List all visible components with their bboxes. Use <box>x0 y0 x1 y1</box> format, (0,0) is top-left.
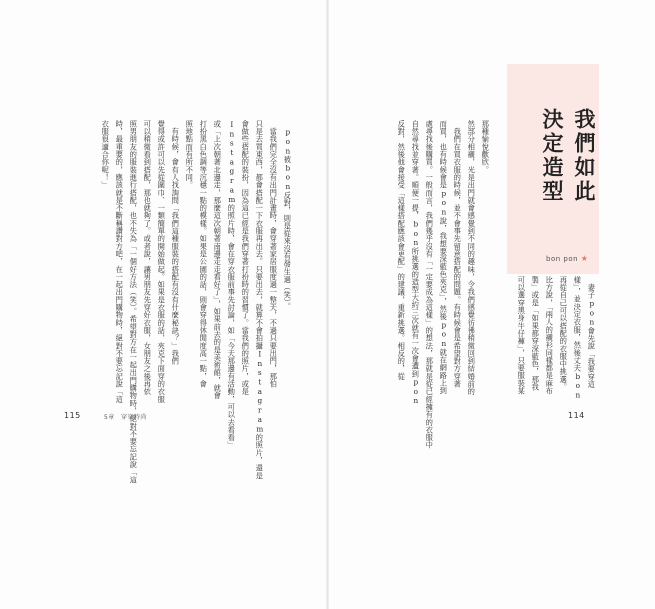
left-col-9: 有時候，會有人找詢問「我們這種服裝的搭配有沒有什麼秘訣？」我們 <box>171 120 181 365</box>
left-col-1: pon被bon反對，則是從來沒有發生過（笑）。 <box>283 120 293 311</box>
left-col-14: 衣服很適合你呢！」 <box>101 120 111 189</box>
right-page <box>328 0 655 609</box>
right-col-1: 那種愉悅歡欣。 <box>481 120 491 174</box>
right-col-3: 我們在買衣服的時候，並不會事先留意搭配的問題。有時候會是希望對方穿著 <box>453 120 463 388</box>
left-col-10: 覺得或許可以先從圍巾、一類簡單的開始做起。如果是衣服的話，夾克下面穿的衣服 <box>157 120 167 404</box>
logo-star-icon: ★ <box>580 254 589 263</box>
right-col-5: 處尋找後購買。一般而言，我們幾乎沒有「一定要成為這樣」的想法，那就是從已經擁有的衣服中 <box>425 120 435 449</box>
bonpon-logo <box>546 254 588 263</box>
section-title-line-2: 決定造型 <box>540 108 564 204</box>
right-col-4: 而買，也有時候會是pon說，我想要深藍色夾克」，然後pon就在網路上到 <box>439 120 449 395</box>
left-col-12: 照男朋友的服裝進行搭配，也不失為「一個好方法（笑）。希望對方在一起出門購物時，絕對不要忘記說「這 <box>129 120 139 484</box>
left-col-8: 照地點而有所不同。 <box>185 120 195 189</box>
left-col-7: 打扮黑白色調等沉穩一點的模樣。如果是公園的話，則會穿得休閒度高一點，會 <box>199 120 209 388</box>
book-gutter <box>326 0 329 609</box>
right-col-13: 可以選穿黑身牛仔褲」，只要服裝某 <box>517 276 527 395</box>
right-page-number: 114 <box>568 411 585 420</box>
left-col-13: 時，最重要的，應該就是不斷稱讚對方吧，在一起出門購物時，絕對不要忘記說「這 <box>115 120 125 404</box>
right-col-2: 然部分相襯，光是出門就會感覺到不同的趣味，令我們感覺彷彿稍微回到結婚前的 <box>467 120 477 396</box>
left-col-2: 當我們完全沒有出門計畫時，會穿著家居服度過一整天，不過只要出門，那怕 <box>269 120 279 388</box>
section-title-line-1: 我們如此 <box>572 108 596 204</box>
running-header: 5章 穿穿時尚 <box>104 414 147 421</box>
left-col-6: 或「上次朝著北邊走，那麼這次朝著南邊走走看好了」，如果前去的是美術館，就會 <box>213 120 223 400</box>
right-col-7: 反對，然後他會接受「這樣搭配應該會更配」的建議，重新挑選。相反的，從 <box>397 120 407 381</box>
left-page-number: 115 <box>64 411 81 420</box>
right-col-9: 樣」，並決定衣服，然後丈夫bon <box>573 276 583 400</box>
right-col-12: 製」或是「如果都穿深藍色，那我 <box>531 276 541 391</box>
right-col-8: 妻子pon會先說「我要穿這 <box>587 276 597 389</box>
right-col-11: 比方說，「兩人的襯衫同樣都是麻布 <box>545 276 555 395</box>
left-col-4: 會做些搭配的裝扮，因為這已經是我們穿著打扮時的習慣了。當我們的照片，或是 <box>241 120 251 396</box>
left-col-11: 可以稍微看到搭配，那也就夠了。或者說，讓男朋友先穿好衣服，女朋友之後再依 <box>143 120 153 396</box>
left-col-3: 只是去買東西，都會搭配一下衣服再出去。只要出去，就算不會拍攝Instagram的照片，還是 <box>255 120 265 480</box>
logo-text: bon pon <box>546 255 579 263</box>
left-col-5: Instagram的照片時，會在穿衣服前事先討論，如「今天那邊有活動，可以去看看」 <box>227 120 237 449</box>
right-col-10: 再從自己可以搭配的衣服中挑選。 <box>559 276 569 391</box>
right-col-6: 自然尋找並穿著。順便一提，bon所挑選的造型大約三次就有一次會遭到pon <box>411 120 421 406</box>
